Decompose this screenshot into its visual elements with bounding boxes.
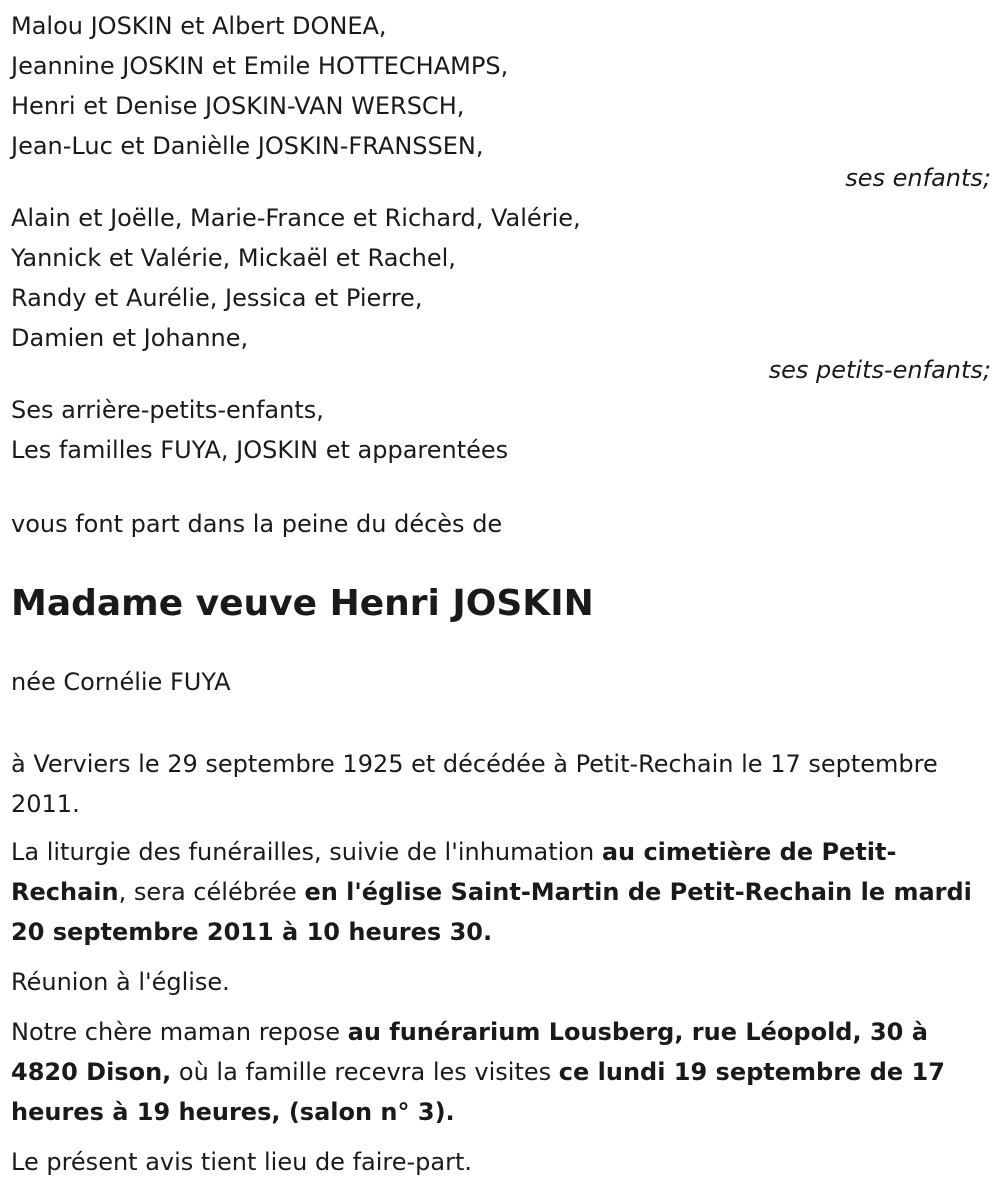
children-line-4: Jean-Luc et Danièlle JOSKIN-FRANSSEN,: [11, 132, 484, 160]
grandchildren-line-3: Randy et Aurélie, Jessica et Pierre,: [11, 284, 423, 312]
repose-text-2: où la famille recevra les visites: [171, 1058, 559, 1086]
liturgy-text-1: La liturgie des funérailles, suivie de l'inhumation: [11, 838, 602, 866]
children-line-1: Malou JOSKIN et Albert DONEA,: [11, 12, 387, 40]
reunion-paragraph: Réunion à l'église.: [11, 968, 230, 996]
liturgy-cemetery: au cimetière de Petit-Rechain: [11, 838, 897, 906]
liturgy-paragraph: [11, 832, 991, 952]
children-line-3: Henri et Denise JOSKIN-VAN WERSCH,: [11, 92, 465, 120]
repose-text-1: Notre chère maman repose: [11, 1018, 348, 1046]
announcement-intro: vous font part dans la peine du décès de: [11, 510, 503, 538]
grandchildren-line-2: Yannick et Valérie, Mickaël et Rachel,: [11, 244, 456, 272]
children-section: [11, 6, 991, 196]
families-line: Les familles FUYA, JOSKIN et apparentées: [11, 436, 509, 464]
repose-funeral-home: au funérarium Lousberg, rue Léopold, 30 à 4820 Dison,: [11, 1018, 928, 1086]
repose-paragraph: [11, 1012, 991, 1132]
liturgy-text-2: , sera célébrée: [118, 878, 305, 906]
grandchildren-label: ses petits-enfants;: [768, 356, 991, 384]
closing-paragraph: Le présent avis tient lieu de faire-part.: [11, 1148, 473, 1176]
deceased-name: Madame veuve Henri JOSKIN: [11, 583, 594, 624]
great-grandchildren-line: Ses arrière-petits-enfants,: [11, 396, 324, 424]
children-label: ses enfants;: [845, 164, 991, 192]
children-line-2: Jeannine JOSKIN et Emile HOTTECHAMPS,: [11, 52, 509, 80]
grandchildren-line-4: Damien et Johanne,: [11, 324, 249, 352]
others-section: [11, 390, 991, 470]
birth-death-paragraph: à Verviers le 29 septembre 1925 et décédée à Petit-Rechain le 17 septembre 2011.: [11, 750, 938, 818]
obituary-notice: [11, 6, 991, 1182]
maiden-name: née Cornélie FUYA: [11, 668, 231, 696]
grandchildren-line-1: Alain et Joëlle, Marie-France et Richard, Valérie,: [11, 204, 581, 232]
grandchildren-section: [11, 198, 991, 388]
repose-visit-times: ce lundi 19 septembre de 17 heures à 19 heures, (salon n° 3).: [11, 1058, 945, 1126]
liturgy-church-date: en l'église Saint-Martin de Petit-Rechain le mardi 20 septembre 2011 à 10 heures 30.: [11, 878, 972, 946]
